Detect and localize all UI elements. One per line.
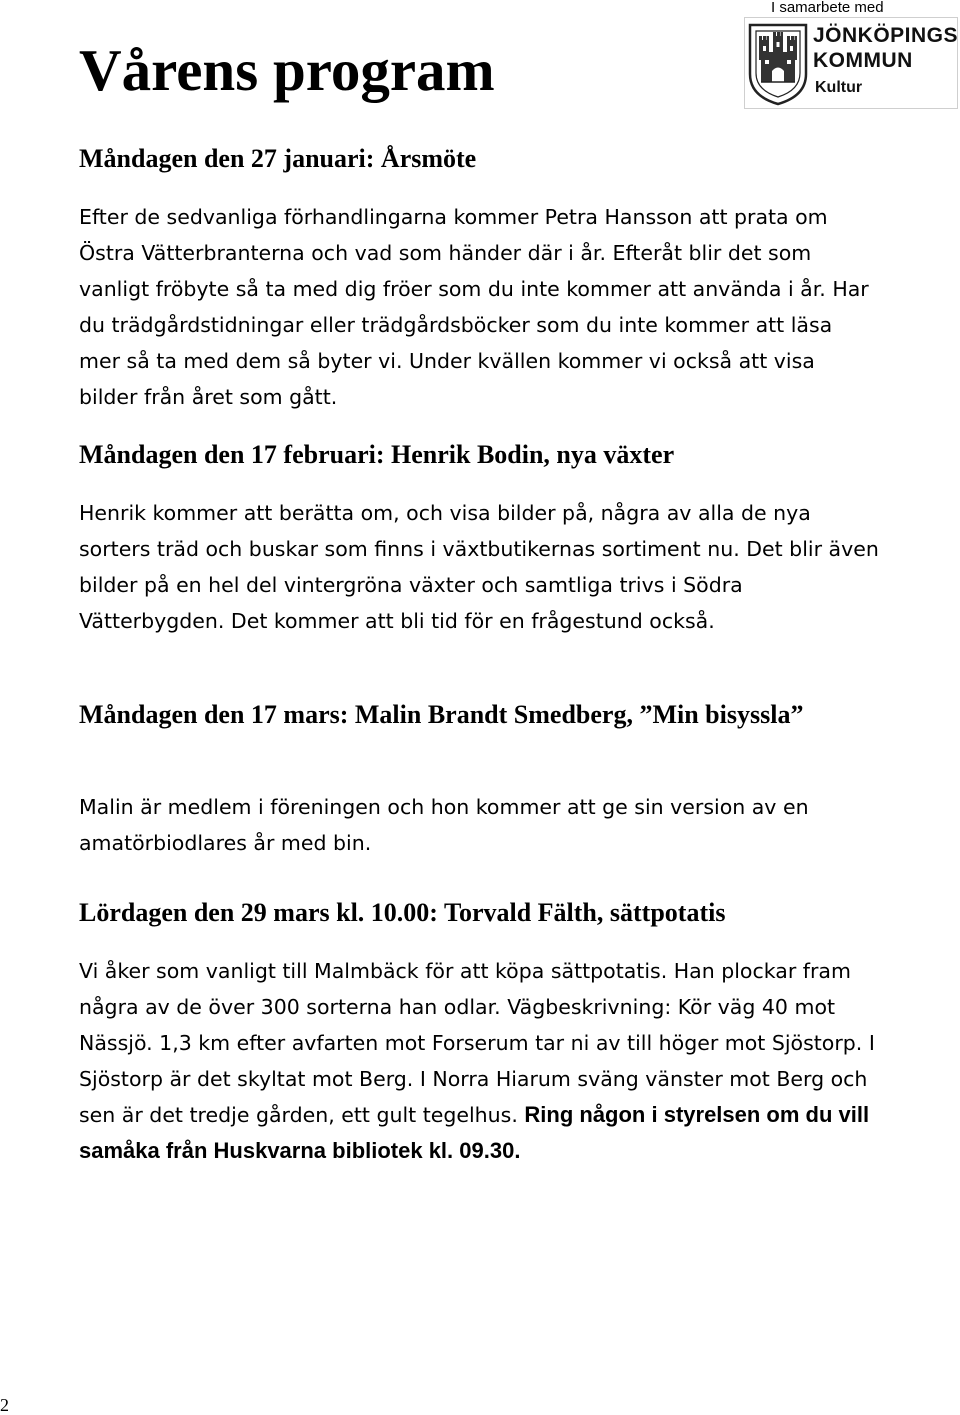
section-body-henrik-bodin: Henrik kommer att berätta om, och visa bilder på, några av alla de nya sorters träd och buskar som finns i växtbutikernas sortiment nu. Det blir även bilder på en hel del vintergröna växter och samtliga trivs i Södra Vätterbygden. Det kommer att bli tid för en frågestund också. [79, 501, 879, 633]
section-body-malin-brandt: Malin är medlem i föreningen och hon kommer att ge sin version av en amatörbiodlares år med bin. [79, 795, 809, 855]
section-body-text: Vi åker som vanligt till Malmbäck för att köpa sättpotatis. Han plockar fram några av de över 300 sorterna han odlar. Vägbeskrivning: Kör väg 40 mot Nässjö. 1,3 km efter avfarten mot Forserum tar ni av till höger mot Sjöstorp. I Sjöstorp är det skyltat mot Berg. I Norra Hiarum sväng vänster mot Berg och sen är det tredje gården, ett gult tegelhus. [79, 959, 875, 1127]
section-heading-malin-brandt: Måndagen den 17 mars: Malin Brandt Smedberg, ”Min bisyssla” [79, 700, 804, 729]
logo-line-kultur: Kultur [815, 79, 863, 96]
section-body-arsmote: Efter de sedvanliga förhandlingarna kommer Petra Hansson att prata om Östra Vätterbranterna och vad som händer där i år. Efteråt blir det som vanligt fröbyte så ta med dig fröer som du inte kommer att använda i år. Har du trädgårdstidningar eller trädgårdsböcker som du inte kommer att läsa mer så ta med dem så byter vi. Under kvällen kommer vi också att visa bilder från året som gått. [79, 205, 869, 409]
page-title: Vårens program [79, 37, 495, 103]
logo-line-jonkopings: JÖNKÖPINGS [813, 24, 959, 47]
section-heading-arsmote: Måndagen den 27 januari: Årsmöte [79, 144, 477, 173]
jonkopings-kommun-logo [744, 17, 958, 109]
carpool-notice: Ring någon i styrelsen om du vill samåka från Huskvarna bibliotek kl. 09.30. [79, 1102, 870, 1163]
city-coat-of-arms-icon [747, 22, 809, 106]
page-number: 2 [0, 1395, 9, 1415]
section-heading-torvald-falth: Lördagen den 29 mars kl. 10.00: Torvald Fälth, sättpotatis [79, 898, 726, 927]
logo-line-kommun: KOMMUN [813, 49, 913, 72]
collaboration-label: I samarbete med [771, 0, 884, 16]
section-heading-henrik-bodin: Måndagen den 17 februari: Henrik Bodin, nya växter [79, 440, 675, 469]
section-body-torvald-falth [79, 953, 879, 1169]
